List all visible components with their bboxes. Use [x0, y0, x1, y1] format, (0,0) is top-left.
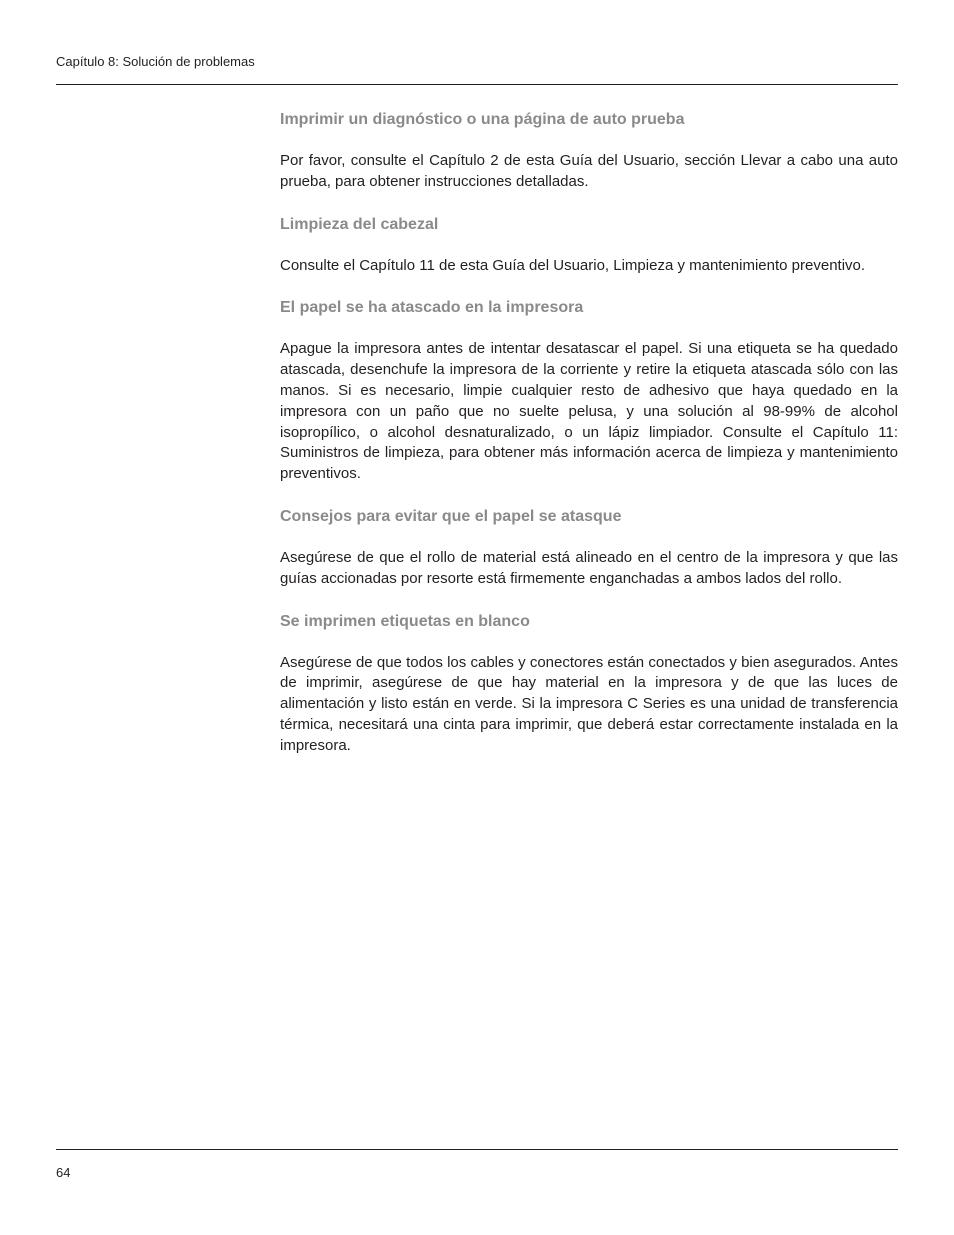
section-heading: Consejos para evitar que el papel se atasque: [280, 507, 622, 525]
section-blank-labels: [280, 612, 898, 757]
section-heading: Se imprimen etiquetas en blanco: [280, 612, 530, 630]
header-divider: [56, 84, 898, 85]
section-body: Por favor, consulte el Capítulo 2 de esta Guía del Usuario, sección Llevar a cabo una auto prueba, para obtener instrucciones detalladas.: [280, 152, 898, 190]
main-content: [280, 110, 898, 779]
section-heading: Imprimir un diagnóstico o una página de auto prueba: [280, 111, 685, 128]
section-printhead-cleaning: [280, 215, 898, 277]
section-heading: Limpieza del cabezal: [280, 215, 439, 233]
section-body: Asegúrese de que el rollo de material está alineado en el centro de la impresora y que las guías accionadas por resorte está firmemente enganchadas a ambos lados del rollo.: [280, 548, 898, 587]
section-body: Asegúrese de que todos los cables y conectores están conectados y bien asegurados. Antes de imprimir, asegúrese de que hay material en la impresora y de que las luces de alimentación y listo están en verde. Si la impresora C Series es una unidad de transferencia térmica, necesitará una cinta para imprimir, que deberá estar correctamente instalada en la impresora.: [280, 653, 898, 754]
footer-divider: [56, 1149, 898, 1150]
section-paper-jam: [280, 298, 898, 485]
section-print-diagnostic: [280, 110, 898, 193]
section-jam-prevention-tips: [280, 507, 898, 590]
section-heading: El papel se ha atascado en la impresora: [280, 299, 584, 317]
page-number: 64: [56, 1165, 71, 1180]
section-body: Apague la impresora antes de intentar desatascar el papel. Si una etiqueta se ha quedado atascada, desenchufe la impresora de la corriente y retire la etiqueta atascada sólo con las manos. Si es necesario, limpie cualquier resto de adhesivo que haya quedado en la impresora con un paño que no suelte pelusa, y una solución al 98-99% de alcohol isopropílico, o alcohol desnaturalizado, o un lápiz limpiador. Consulte el Capítulo 11: Suministros de limpieza, para obtener más información acerca de limpieza y mantenimiento preventivos.: [280, 340, 898, 483]
section-body: Consulte el Capítulo 11 de esta Guía del Usuario, Limpieza y mantenimiento preventivo.: [280, 256, 866, 274]
running-header: Capítulo 8: Solución de problemas: [56, 54, 255, 69]
